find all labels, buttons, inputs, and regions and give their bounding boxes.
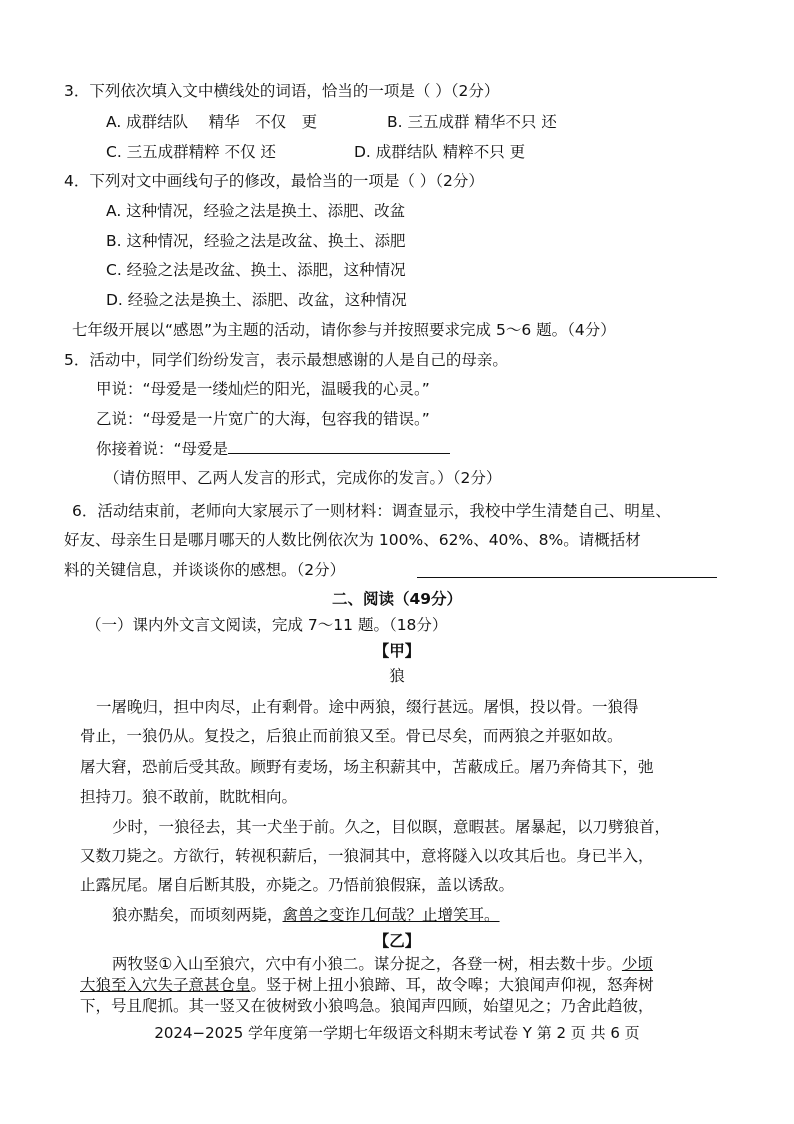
q6-answer-blank[interactable]: [417, 561, 717, 578]
jia-line-6: 又数刀毙之。方欲行，转视积薪后，一狼洞其中，意将隧入以攻其后也。身已半入，: [80, 847, 654, 865]
q5-your-turn: [96, 437, 450, 460]
yi-underlined-start: 少顷: [621, 955, 653, 973]
jia-line-7: 止露尻尾。屠自后断其股，亦毙之。乃悟前狼假寐，盖以诱敌。: [80, 876, 515, 894]
q4-option-b: B. 这种情况，经验之法是改盆、换土、添肥: [106, 232, 406, 250]
q5-stem: 5．活动中，同学们纷纷发言，表示最想感谢的人是自己的母亲。: [64, 351, 508, 369]
jia-line-2: 骨止，一狼仍从。复投之，后狼止而前狼又至。骨已尽矣，而两狼之并驱如故。: [80, 727, 623, 745]
section-2-subtitle: （一）课内外文言文阅读，完成 7～11 题。（18分）: [86, 616, 448, 634]
q5-note: （请仿照甲、乙两人发言的形式，完成你的发言。）（2分）: [104, 469, 502, 487]
q5-speaker-jia: 甲说：“母爱是一缕灿烂的阳光，温暖我的心灵。”: [96, 380, 430, 398]
q3-stem: 3．下列依次填入文中横线处的词语，恰当的一项是（ ）（2分）: [64, 82, 500, 100]
jia-underlined-sentence: 禽兽之变诈几何哉？止增笑耳。: [282, 906, 500, 924]
jia-line-5: 少时，一狼径去，其一犬坐于前。久之，目似瞑，意暇甚。屠暴起，以刀劈狼首，: [112, 818, 671, 836]
yi-line-1: [112, 953, 653, 975]
jia-line-8-text: 狼亦黠矣，而顷刻两毙，: [112, 906, 283, 924]
activity-intro: 七年级开展以“感恩”为主题的活动，请你参与并按照要求完成 5～6 题。（4分）: [72, 321, 616, 339]
q4-stem: 4．下列对文中画线句子的修改，最恰当的一项是（ ）（2分）: [64, 172, 484, 190]
yi-line-3: 下，号且爬抓。其一竖又在彼树致小狼鸣急。狼闻声四顾，始望见之；乃舍此趋彼，: [80, 997, 654, 1015]
q4-option-c: C. 经验之法是改盆、换土、添肥，这种情况: [106, 261, 406, 279]
passage-yi-label: 【乙】: [373, 932, 421, 950]
jia-line-8: [112, 904, 500, 926]
q6-line1: 6．活动结束前，老师向大家展示了一则材料：调查显示，我校中学生清楚自己、明星、: [72, 502, 671, 520]
q3-option-c: C. 三五成群精粹 不仅 还: [106, 143, 277, 161]
yi-line-2-text: 。竖于树上扭小狼蹄、耳，故令嗥；大狼闻声仰视，怒奔树: [250, 976, 654, 994]
q6-line3-text: 料的关键信息，并谈谈你的感想。（2分）: [64, 561, 346, 579]
passage-jia-title: 狼: [389, 667, 405, 685]
jia-line-1: 一屠晚归，担中肉尽，止有剩骨。途中两狼，缀行甚远。屠惧，投以骨。一狼得: [96, 698, 639, 716]
passage-jia-label: 【甲】: [373, 642, 421, 660]
jia-line-4: 担持刀。狼不敢前，眈眈相向。: [80, 788, 298, 806]
q4-option-a: A. 这种情况，经验之法是换土、添肥、改盆: [106, 202, 406, 220]
q4-option-d: D. 经验之法是换土、添肥、改盆，这种情况: [106, 291, 407, 309]
q3-option-a: A. 成群结队 精华 不仅 更: [106, 113, 318, 131]
yi-underlined-sentence: 大狼至入穴失子意甚仓皇: [80, 976, 251, 994]
page-footer: 2024−2025 学年度第一学期七年级语文科期末考试卷 Y 第 2 页 共 6 页: [154, 1024, 640, 1042]
yi-line-2: [80, 974, 654, 996]
q5-speaker-yi: 乙说：“母爱是一片宽广的大海，包容我的错误。”: [96, 410, 430, 428]
q6-line3: [64, 559, 345, 581]
yi-line-1-text: 两牧竖①入山至狼穴，穴中有小狼二。谋分捉之，各登一树，相去数十步。: [112, 955, 622, 973]
jia-line-3: 屠大窘，恐前后受其敌。顾野有麦场，场主积薪其中，苫蔽成丘。屠乃奔倚其下，弛: [80, 758, 654, 776]
q3-option-d: D. 成群结队 精粹不只 更: [354, 143, 526, 161]
q5-your-turn-text: 你接着说：“母爱是: [96, 440, 229, 458]
q3-option-b: B. 三五成群 精华不只 还: [387, 113, 557, 131]
q6-line2: 好友、母亲生日是哪月哪天的人数比例依次为 100%、62%、40%、8%。请概括材: [64, 531, 641, 549]
section-2-title: 二、阅读（49分）: [331, 590, 463, 608]
q5-answer-blank[interactable]: [228, 437, 450, 454]
